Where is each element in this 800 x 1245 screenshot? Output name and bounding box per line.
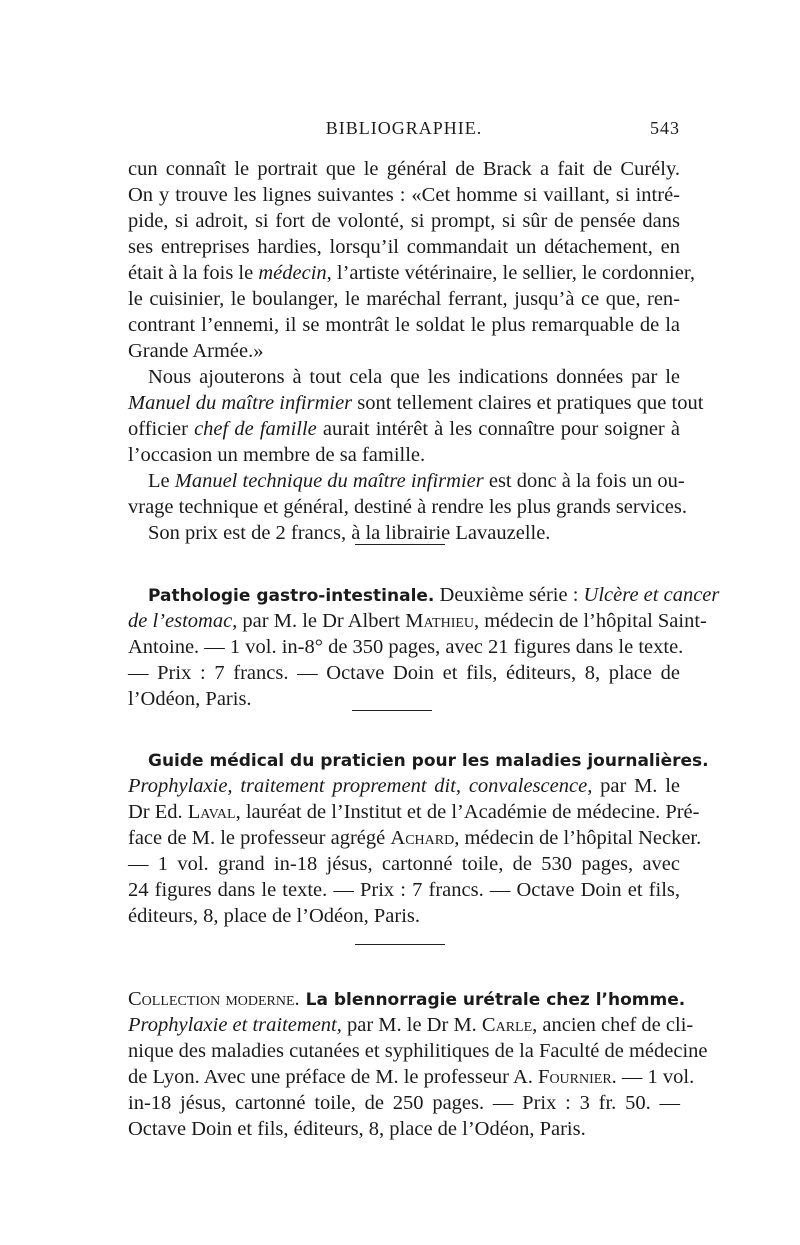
text-line: le cuisinier, le boulanger, le maréchal ferrant, jusqu’à ce que, ren- <box>128 288 680 310</box>
text-line: in-18 jésus, cartonné toile, de 250 pages. — Prix : 3 fr. 50. — <box>128 1092 680 1114</box>
author-name: Laval <box>187 801 236 823</box>
text-run: , lauréat de l’Institut et de l’Académie de médecine. Pré- <box>235 801 700 823</box>
text-line: Grande Armée.» <box>128 340 264 362</box>
text-line: Nous ajouterons à tout cela que les indications données par le <box>148 366 680 388</box>
section-divider <box>352 710 432 711</box>
author-name: Mathieu <box>405 610 475 632</box>
italic-term: Prophylaxie, traitement proprement dit, convalescence, <box>128 775 593 797</box>
text-run: par M. le Dr Albert <box>237 610 406 632</box>
running-title: BIBLIOGRAPHIE. <box>325 118 483 138</box>
text-line: — 1 vol. grand in-18 jésus, cartonné toile, de 530 pages, avec <box>128 853 680 875</box>
italic-term: Prophylaxie et traitement, <box>128 1014 342 1036</box>
entry-title: Guide médical du praticien pour les maladies journalières. <box>148 751 709 771</box>
text-line: l’occasion un membre de sa famille. <box>128 444 426 466</box>
text-run: , l’artiste vétérinaire, le sellier, le cordonnier, <box>326 262 695 284</box>
text-run: officier <box>128 418 195 440</box>
text-run: . — 1 vol. <box>611 1066 695 1088</box>
text-run: , médecin de l’hôpital Necker. <box>454 827 702 849</box>
running-header <box>128 118 680 144</box>
text-line: — Prix : 7 francs. — Octave Doin et fils, éditeurs, 8, place de <box>128 662 680 684</box>
text-run: aurait intérêt à les connaître pour soigner à <box>316 418 680 440</box>
text-run: Le <box>148 470 175 492</box>
text-line: On y trouve les lignes suivantes : «Cet homme si vaillant, si intré- <box>128 184 680 206</box>
text-line: ses entreprises hardies, lorsqu’il commandait un détachement, en <box>128 236 680 258</box>
text-run: de Lyon. Avec une préface de M. le professeur A. <box>128 1066 539 1088</box>
page-number: 543 <box>650 118 680 138</box>
text-run: est donc à la fois un ou- <box>483 470 685 492</box>
text-run: face de M. le professeur agrégé <box>128 827 391 849</box>
book-title: Manuel du maître infirmier <box>128 392 353 414</box>
italic-term: Ulcère et cancer <box>583 584 720 606</box>
text-line: cun connaît le portrait que le général de Brack a fait de Curély. <box>128 158 680 180</box>
text-run: sont tellement claires et pratiques que tout <box>352 392 704 414</box>
text-line: contrant l’ennemi, il se montrât le soldat le plus remarquable de la <box>128 314 680 336</box>
text-line: 24 figures dans le texte. — Prix : 7 francs. — Octave Doin et fils, <box>128 879 680 901</box>
text-run: était à la fois le <box>128 262 259 284</box>
text-run: , ancien chef de cli- <box>532 1014 694 1036</box>
text-line: Octave Doin et fils, éditeurs, 8, place de l’Odéon, Paris. <box>128 1118 586 1140</box>
text-line: Son prix est de 2 francs, à la librairie Lavauzelle. <box>148 522 551 544</box>
series-name: Collection moderne. <box>128 988 300 1010</box>
italic-term: de l’estomac, <box>128 610 238 632</box>
text-line: nique des maladies cutanées et syphilitiques de la Faculté de médecine <box>128 1040 708 1062</box>
text-line: l’Odéon, Paris. <box>128 688 252 710</box>
text-line: éditeurs, 8, place de l’Odéon, Paris. <box>128 905 421 927</box>
text-line: Antoine. — 1 vol. in-8° de 350 pages, avec 21 figures dans le texte. <box>128 636 684 658</box>
author-name: Achard <box>390 827 455 849</box>
author-name: Fournier <box>538 1066 612 1088</box>
book-title: Manuel technique du maître infirmier <box>174 470 484 492</box>
text-line: pide, si adroit, si fort de volonté, si prompt, si sûr de pensée dans <box>128 210 680 232</box>
italic-term: médecin <box>258 262 327 284</box>
author-name: Carle <box>481 1014 533 1036</box>
text-line: vrage technique et général, destiné à rendre les plus grands services. <box>128 496 687 518</box>
entry-title: Pathologie gastro-intestinale. <box>148 586 435 606</box>
italic-term: chef de famille <box>194 418 317 440</box>
text-run: Deuxième série : <box>434 584 584 606</box>
text-run: Dr Ed. <box>128 801 188 823</box>
text-run: par M. le <box>592 775 680 797</box>
section-divider <box>355 544 445 545</box>
text-run: , médecin de l’hôpital Saint- <box>474 610 707 632</box>
entry-title: La blennorragie urétrale chez l’homme. <box>299 990 686 1010</box>
text-run: par M. le Dr M. <box>341 1014 482 1036</box>
section-divider <box>355 944 445 945</box>
